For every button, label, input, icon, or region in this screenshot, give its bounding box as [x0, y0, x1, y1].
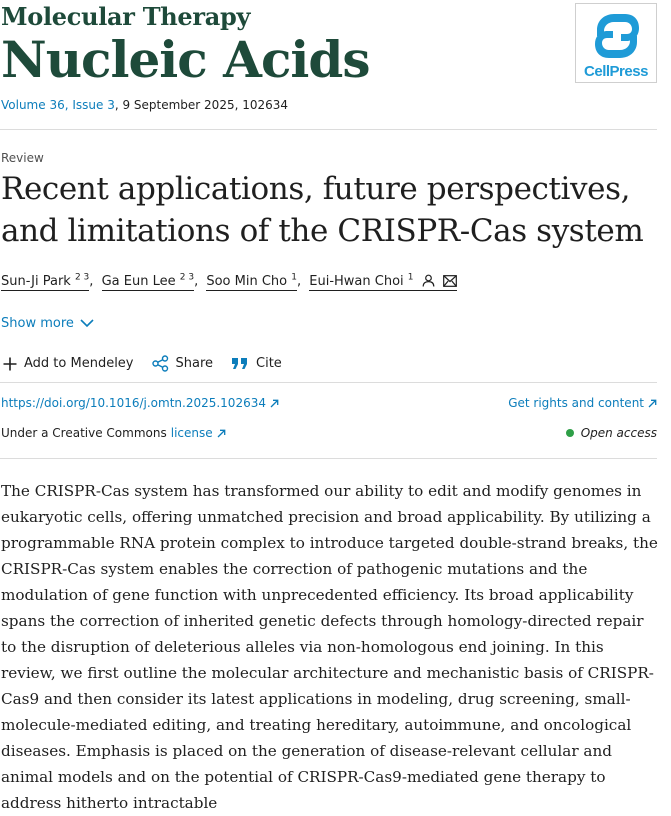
add-to-mendeley-label: Add to Mendeley — [24, 356, 134, 371]
issue-info — [1, 98, 288, 112]
author-link[interactable] — [206, 274, 297, 291]
author-link-corresponding[interactable] — [309, 274, 457, 291]
cite-label: Cite — [256, 356, 282, 371]
license-info — [1, 426, 226, 440]
author-affiliation: 2 3 — [179, 273, 195, 283]
author-name: Sun-Ji Park — [1, 274, 71, 290]
author-name: Ga Eun Lee — [101, 274, 176, 290]
show-more-label: Show more — [1, 316, 74, 331]
doi-link[interactable] — [1, 396, 279, 410]
mail-icon — [443, 275, 457, 287]
article-title: Recent applications, future perspectives, and limitations of the CRISPR-Cas system — [1, 171, 644, 249]
get-rights-label: Get rights and content — [508, 396, 644, 410]
author-link[interactable] — [102, 274, 194, 291]
author-affiliation: 2 3 — [74, 273, 90, 283]
chevron-down-icon — [80, 319, 94, 328]
plus-icon — [3, 357, 17, 371]
author-link[interactable] — [1, 274, 89, 291]
article-type: Review — [1, 151, 44, 165]
external-link-icon — [270, 399, 279, 408]
issue-date: , 9 September 2025, 102634 — [114, 98, 289, 112]
author-affiliation: 1 — [291, 273, 297, 283]
journal-name-line2[interactable]: Nucleic Acids — [1, 30, 370, 89]
header-divider — [0, 129, 657, 130]
quote-icon — [231, 357, 249, 370]
show-more-button[interactable] — [1, 316, 94, 331]
person-icon — [422, 274, 435, 287]
get-rights-link[interactable] — [508, 396, 657, 410]
external-link-icon — [648, 399, 657, 408]
cellpress-logo-text: CellPress — [584, 63, 648, 80]
open-access-badge — [566, 426, 657, 440]
issue-link[interactable]: Volume 36, Issue 3 — [1, 98, 115, 112]
share-button[interactable] — [152, 355, 214, 372]
cellpress-mark-icon — [591, 10, 643, 62]
license-link[interactable]: license — [170, 426, 213, 440]
cellpress-logo[interactable] — [575, 3, 657, 83]
author-affiliation: 1 — [407, 273, 414, 283]
author-list: Sun-Ji Park $^{2 3}$, Ga Eun Lee $^{2 3}$, Soo Min Cho $^1$, Eui-Hwan Choi $^1$ — [1, 273, 457, 289]
share-icon — [152, 355, 169, 372]
actions-divider — [0, 382, 657, 383]
open-access-dot-icon — [566, 429, 574, 437]
journal-name-line1[interactable]: Molecular Therapy — [1, 2, 251, 31]
share-label: Share — [175, 356, 214, 371]
abstract-text: The CRISPR-Cas system has transformed our ability to edit and modify genomes in eukaryotic cells, offering unmatched precision and broad applicability. By utilizing a programmable RNA protein complex to introduce targeted double-strand breaks, the CRISPR-Cas system enables the correction of pathogenic mutations and the modulation of gene function with unprecedented efficiency. Its broad applicability spans the correction of inherited genetic defects through homology-directed repair to the disruption of deleterious alleles via non-homologous end joining. In this review, we first outline the molecular architecture and mechanistic basis of CRISPR-Cas9 and then consider its latest applications in modeling, drug screening, small-molecule-mediated editing, and treating hereditary, autoimmune, and oncological diseases. Emphasis is placed on the generation of disease-relevant cellular and animal models and on the potential of CRISPR-Cas9-mediated gene therapy to address hitherto intractable — [1, 482, 658, 812]
external-link-icon — [217, 429, 226, 438]
abstract-divider — [0, 458, 657, 459]
license-prefix: Under a Creative Commons — [1, 426, 167, 440]
author-name: Eui-Hwan Choi — [309, 274, 404, 290]
doi-text: https://doi.org/10.1016/j.omtn.2025.102634 — [1, 396, 266, 410]
add-to-mendeley-button[interactable] — [3, 356, 134, 371]
open-access-label: Open access — [580, 426, 657, 440]
author-name: Soo Min Cho — [206, 274, 288, 290]
cite-button[interactable] — [231, 356, 282, 371]
article-actions — [3, 355, 282, 372]
